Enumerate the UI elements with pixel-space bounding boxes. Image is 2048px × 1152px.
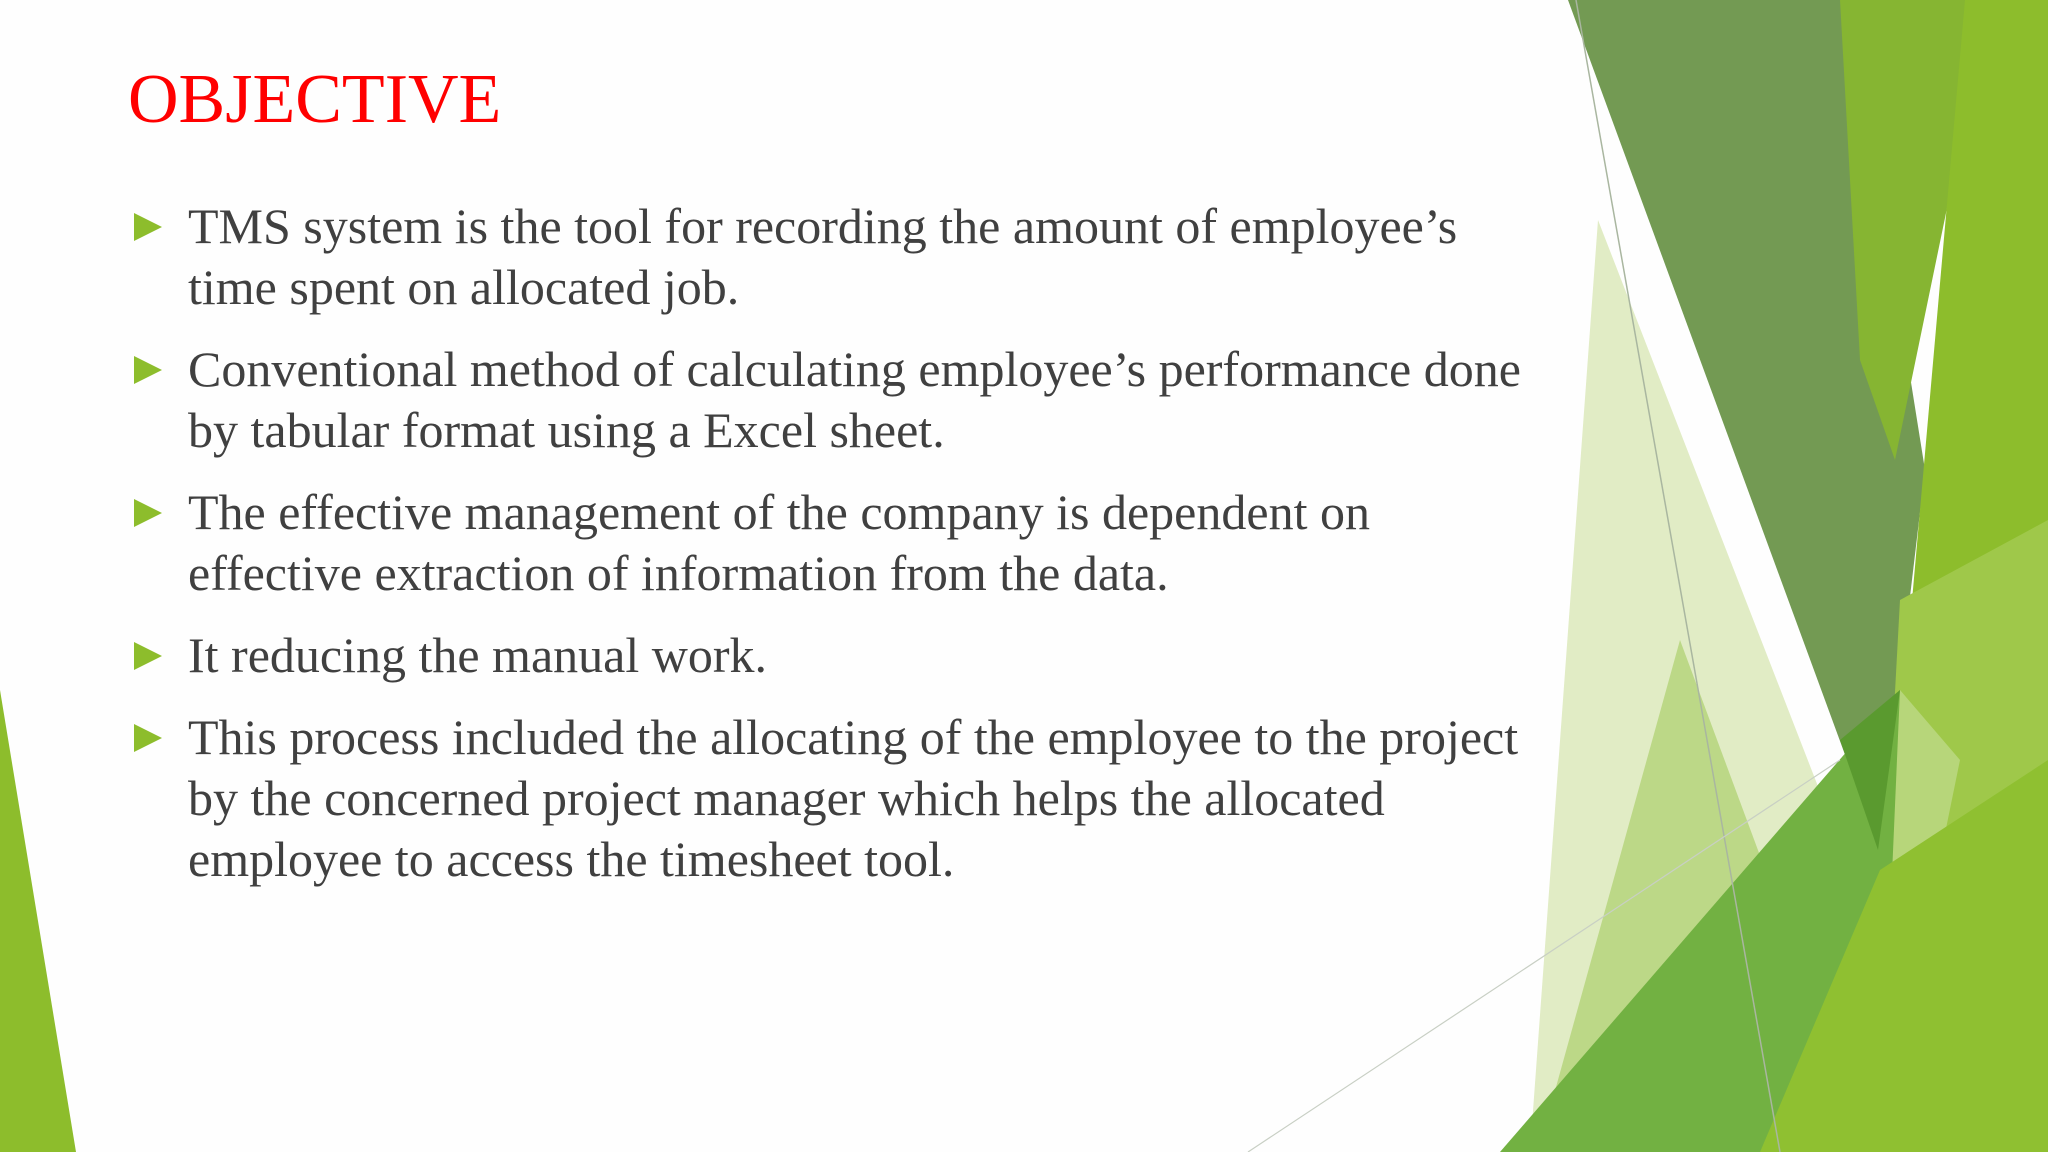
bullet-text: TMS system is the tool for recording the amount of employee’s time spent on allocated job. [188, 198, 1458, 315]
bullet-text: Conventional method of calculating employee’s performance done by tabular format using a Excel sheet. [188, 341, 1521, 458]
bullet-item [132, 707, 1552, 890]
triangle-bullet-icon [134, 356, 162, 384]
triangle-bullet-icon [134, 724, 162, 752]
bullet-text: The effective management of the company is dependent on effective extraction of information from the data. [188, 484, 1370, 601]
bullet-item [132, 625, 1552, 686]
bullet-text: It reducing the manual work. [188, 627, 767, 683]
bullet-item [132, 196, 1552, 318]
triangle-bullet-icon [134, 499, 162, 527]
bullet-item [132, 482, 1552, 604]
triangle-bullet-icon [134, 642, 162, 670]
bullet-item [132, 339, 1552, 461]
bullet-text: This process included the allocating of the employee to the project by the concerned project manager which helps the allocated employee to access the timesheet tool. [188, 709, 1519, 887]
triangle-bullet-icon [134, 213, 162, 241]
left-green-sliver [0, 690, 76, 1152]
bullet-list [132, 196, 1552, 911]
slide-title: OBJECTIVE [128, 61, 502, 138]
